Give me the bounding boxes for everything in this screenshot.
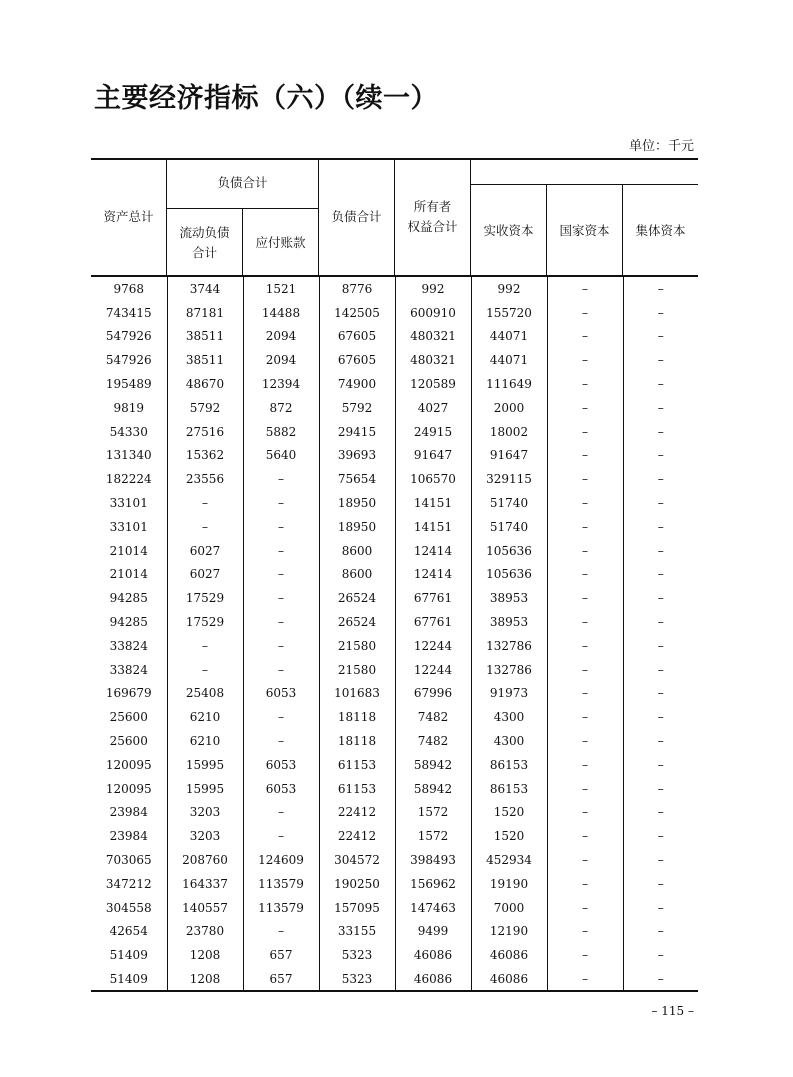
table-cell: 44071 [471, 325, 547, 349]
table-cell: 91647 [395, 444, 471, 468]
table-cell: – [243, 634, 319, 658]
table-cell: 5323 [319, 967, 395, 991]
table-cell: – [547, 729, 623, 753]
table-cell: 147463 [395, 896, 471, 920]
table-cell: 547926 [91, 325, 167, 349]
table-row [91, 658, 698, 682]
table-row [91, 396, 698, 420]
table-cell: 94285 [91, 586, 167, 610]
table-cell: 140557 [167, 896, 243, 920]
table-cell: 164337 [167, 872, 243, 896]
table-cell: 12414 [395, 539, 471, 563]
table-cell: 24915 [395, 420, 471, 444]
table-cell: 22412 [319, 824, 395, 848]
table-cell: 18002 [471, 420, 547, 444]
table-cell: 46086 [471, 967, 547, 991]
table-cell: 155720 [471, 301, 547, 325]
table-cell: 61153 [319, 777, 395, 801]
table-cell: – [167, 658, 243, 682]
table-row [91, 872, 698, 896]
table-cell: 480321 [395, 325, 471, 349]
table-cell: 106570 [395, 467, 471, 491]
table-cell: 18950 [319, 491, 395, 515]
table-cell: – [657, 662, 664, 677]
table-cell: 1208 [167, 967, 243, 991]
table-cell: – [657, 781, 664, 796]
table-cell: – [547, 396, 623, 420]
table-cell: 7482 [395, 705, 471, 729]
table-row [91, 777, 698, 801]
table-cell: 195489 [91, 372, 167, 396]
table-cell: – [243, 610, 319, 634]
table-cell: 21580 [319, 634, 395, 658]
table-cell: – [547, 634, 623, 658]
bottom-rule [91, 990, 698, 992]
table-row [91, 920, 698, 944]
table-cell: 6053 [243, 777, 319, 801]
table-cell: 51740 [471, 515, 547, 539]
table-cell: 9499 [395, 920, 471, 944]
table-cell: 46086 [395, 967, 471, 991]
table-cell: 46086 [395, 943, 471, 967]
table-cell: – [657, 448, 664, 463]
table-cell: – [547, 610, 623, 634]
table-cell: – [547, 753, 623, 777]
table-cell: – [657, 900, 664, 915]
table-cell: 5792 [319, 396, 395, 420]
table-cell: – [547, 301, 623, 325]
table-cell: – [243, 824, 319, 848]
table-cell: 120095 [91, 753, 167, 777]
table-cell: 33101 [91, 515, 167, 539]
table-cell: – [547, 277, 623, 301]
table-cell: 120095 [91, 777, 167, 801]
table-cell: 94285 [91, 610, 167, 634]
table-cell: 27516 [167, 420, 243, 444]
table-cell: 329115 [471, 467, 547, 491]
unit-label: 单位：千元 [628, 139, 694, 154]
header-collective-capital: 集体资本 [635, 222, 686, 238]
table-row [91, 277, 698, 301]
table-cell: 67761 [395, 586, 471, 610]
table-cell: 91973 [471, 682, 547, 706]
table-cell: – [657, 305, 664, 320]
table-cell: 2094 [243, 325, 319, 349]
table-row [91, 563, 698, 587]
table-cell: 1520 [471, 801, 547, 825]
table-cell: 132786 [471, 634, 547, 658]
header-current-liabilities: 流动负债 合计 [179, 224, 230, 260]
table-cell: 992 [471, 277, 547, 301]
header-accounts-payable: 应付账款 [255, 234, 306, 250]
table-cell: 14151 [395, 491, 471, 515]
table-row [91, 491, 698, 515]
table-cell: 22412 [319, 801, 395, 825]
table-cell: – [657, 400, 664, 415]
table-cell: – [547, 563, 623, 587]
table-cell: 992 [395, 277, 471, 301]
table-cell: 12190 [471, 920, 547, 944]
table-cell: 74900 [319, 372, 395, 396]
header-owners-equity: 所有者 权益合计 [407, 199, 458, 234]
table-cell: 105636 [471, 539, 547, 563]
table-cell: – [657, 948, 664, 963]
table-cell: 4300 [471, 729, 547, 753]
table-cell: 14151 [395, 515, 471, 539]
table-cell: – [657, 638, 664, 653]
table-cell: 33824 [91, 634, 167, 658]
table-cell: – [657, 329, 664, 344]
table-cell: 18118 [319, 705, 395, 729]
table-cell: – [547, 705, 623, 729]
table-cell: 23984 [91, 801, 167, 825]
table-cell: 12414 [395, 563, 471, 587]
table-cell: 7000 [471, 896, 547, 920]
table-cell: 6210 [167, 705, 243, 729]
table-row [91, 896, 698, 920]
table-cell: 58942 [395, 753, 471, 777]
table-cell: – [657, 734, 664, 749]
table-cell: 304558 [91, 896, 167, 920]
table-cell: 157095 [319, 896, 395, 920]
table-cell: 26524 [319, 586, 395, 610]
table-cell: 124609 [243, 848, 319, 872]
table-cell: 8776 [319, 277, 395, 301]
data-table [91, 277, 698, 991]
table-cell: 17529 [167, 610, 243, 634]
table-cell: 14488 [243, 301, 319, 325]
header-liabilities-group: 负债合计 [217, 175, 268, 190]
table-cell: 86153 [471, 777, 547, 801]
table-cell: – [657, 543, 664, 558]
table-cell: 208760 [167, 848, 243, 872]
table-cell: 8600 [319, 563, 395, 587]
table-cell: 3203 [167, 801, 243, 825]
table-cell: 51409 [91, 967, 167, 991]
table-cell: 6053 [243, 753, 319, 777]
table-cell: – [547, 967, 623, 991]
table-cell: 1521 [243, 277, 319, 301]
table-cell: – [243, 491, 319, 515]
table-cell: – [657, 567, 664, 582]
table-cell: – [547, 943, 623, 967]
table-cell: – [243, 729, 319, 753]
table-cell: – [547, 872, 623, 896]
table-row [91, 420, 698, 444]
header-state-capital: 国家资本 [559, 222, 610, 238]
table-cell: 8600 [319, 539, 395, 563]
table-row [91, 348, 698, 372]
table-cell: – [657, 496, 664, 511]
table-cell: 23780 [167, 920, 243, 944]
table-cell: 113579 [243, 896, 319, 920]
table-row [91, 729, 698, 753]
table-cell: – [657, 377, 664, 392]
table-cell: – [547, 824, 623, 848]
table-cell: 86153 [471, 753, 547, 777]
table-cell: – [657, 876, 664, 891]
table-cell: – [243, 515, 319, 539]
table-row [91, 586, 698, 610]
table-header [91, 158, 698, 278]
table-cell: – [547, 777, 623, 801]
table-cell: – [547, 539, 623, 563]
table-cell: 142505 [319, 301, 395, 325]
page-number: – 115 – [651, 1004, 694, 1018]
table-row [91, 967, 698, 991]
table-cell: 480321 [395, 348, 471, 372]
table-cell: 19190 [471, 872, 547, 896]
table-cell: – [243, 563, 319, 587]
table-row [91, 943, 698, 967]
table-cell: 6210 [167, 729, 243, 753]
table-cell: 5792 [167, 396, 243, 420]
table-row [91, 610, 698, 634]
table-cell: – [657, 757, 664, 772]
table-cell: 4027 [395, 396, 471, 420]
table-cell: – [167, 491, 243, 515]
table-cell: 48670 [167, 372, 243, 396]
table-cell: 26524 [319, 610, 395, 634]
table-cell: 21580 [319, 658, 395, 682]
table-cell: – [657, 519, 664, 534]
table-row [91, 467, 698, 491]
table-cell: 398493 [395, 848, 471, 872]
table-cell: 3744 [167, 277, 243, 301]
table-cell: 33824 [91, 658, 167, 682]
table-cell: 91647 [471, 444, 547, 468]
table-cell: – [243, 705, 319, 729]
table-cell: 5323 [319, 943, 395, 967]
table-cell: – [657, 591, 664, 606]
table-cell: 2094 [243, 348, 319, 372]
table-cell: – [547, 896, 623, 920]
table-cell: 547926 [91, 348, 167, 372]
table-cell: 21014 [91, 539, 167, 563]
table-cell: 46086 [471, 943, 547, 967]
table-cell: 12244 [395, 658, 471, 682]
table-cell: 3203 [167, 824, 243, 848]
table-cell: – [547, 586, 623, 610]
table-cell: – [547, 325, 623, 349]
table-cell: – [547, 920, 623, 944]
table-cell: – [657, 424, 664, 439]
table-cell: – [547, 467, 623, 491]
table-cell: 25600 [91, 705, 167, 729]
table-cell: 38953 [471, 610, 547, 634]
table-row [91, 753, 698, 777]
table-cell: 18950 [319, 515, 395, 539]
table-cell: 87181 [167, 301, 243, 325]
table-cell: – [547, 515, 623, 539]
table-cell: – [243, 586, 319, 610]
table-cell: – [657, 615, 664, 630]
table-cell: 132786 [471, 658, 547, 682]
table-cell: 61153 [319, 753, 395, 777]
table-cell: 75654 [319, 467, 395, 491]
table-cell: – [657, 686, 664, 701]
table-cell: 29415 [319, 420, 395, 444]
table-cell: – [657, 353, 664, 368]
table-cell: 12394 [243, 372, 319, 396]
table-cell: 12244 [395, 634, 471, 658]
table-cell: 657 [243, 943, 319, 967]
table-cell: 1572 [395, 801, 471, 825]
table-cell: 452934 [471, 848, 547, 872]
table-cell: 6027 [167, 539, 243, 563]
table-cell: 169679 [91, 682, 167, 706]
table-cell: 15995 [167, 753, 243, 777]
table-cell: 15995 [167, 777, 243, 801]
table-cell: – [657, 805, 664, 820]
table-cell: 38953 [471, 586, 547, 610]
table-cell: – [547, 491, 623, 515]
table-cell: – [657, 472, 664, 487]
table-cell: – [657, 710, 664, 725]
table-cell: 872 [243, 396, 319, 420]
table-cell: 190250 [319, 872, 395, 896]
table-cell: 67996 [395, 682, 471, 706]
table-row [91, 444, 698, 468]
table-row [91, 539, 698, 563]
table-cell: 42654 [91, 920, 167, 944]
table-cell: 703065 [91, 848, 167, 872]
table-cell: 58942 [395, 777, 471, 801]
table-cell: 21014 [91, 563, 167, 587]
table-cell: – [547, 658, 623, 682]
page-title: 主要经济指标（六）（续一） [94, 83, 438, 114]
table-cell: 5640 [243, 444, 319, 468]
table-cell: – [243, 658, 319, 682]
table-cell: 54330 [91, 420, 167, 444]
table-cell: 105636 [471, 563, 547, 587]
table-cell: 67605 [319, 325, 395, 349]
table-cell: – [167, 515, 243, 539]
table-cell: 17529 [167, 586, 243, 610]
table-row [91, 848, 698, 872]
table-cell: 15362 [167, 444, 243, 468]
table-cell: – [243, 467, 319, 491]
table-cell: 1572 [395, 824, 471, 848]
table-row [91, 801, 698, 825]
table-cell: 120589 [395, 372, 471, 396]
table-cell: – [547, 848, 623, 872]
table-cell: 67605 [319, 348, 395, 372]
table-cell: – [547, 444, 623, 468]
table-cell: 39693 [319, 444, 395, 468]
table-cell: – [243, 920, 319, 944]
table-cell: 7482 [395, 729, 471, 753]
table-cell: 38511 [167, 348, 243, 372]
table-cell: 44071 [471, 348, 547, 372]
table-cell: – [547, 682, 623, 706]
table-cell: 600910 [395, 301, 471, 325]
table-cell: 67761 [395, 610, 471, 634]
header-total-liabilities: 负债合计 [331, 209, 382, 224]
table-cell: 23556 [167, 467, 243, 491]
table-cell: 304572 [319, 848, 395, 872]
table-row [91, 705, 698, 729]
table-cell: 113579 [243, 872, 319, 896]
table-cell: 1520 [471, 824, 547, 848]
table-cell: 33101 [91, 491, 167, 515]
table-cell: 347212 [91, 872, 167, 896]
table-cell: 9819 [91, 396, 167, 420]
table-cell: 182224 [91, 467, 167, 491]
table-cell: 51409 [91, 943, 167, 967]
table-cell: – [547, 420, 623, 444]
table-row [91, 634, 698, 658]
table-row [91, 824, 698, 848]
header-paid-in-capital: 实收资本 [483, 222, 534, 238]
table-cell: – [547, 372, 623, 396]
table-cell: – [167, 634, 243, 658]
table-cell: – [657, 853, 664, 868]
table-cell: 51740 [471, 491, 547, 515]
table-cell: 743415 [91, 301, 167, 325]
table-cell: 1208 [167, 943, 243, 967]
table-cell: 23984 [91, 824, 167, 848]
table-cell: 657 [243, 967, 319, 991]
table-row [91, 682, 698, 706]
table-cell: 6027 [167, 563, 243, 587]
table-row [91, 372, 698, 396]
table-cell: 6053 [243, 682, 319, 706]
table-cell: 5882 [243, 420, 319, 444]
table-cell: 131340 [91, 444, 167, 468]
table-cell: – [657, 924, 664, 939]
table-cell: – [243, 801, 319, 825]
header-total-assets: 资产总计 [103, 209, 154, 224]
table-cell: – [657, 972, 664, 986]
table-cell: 4300 [471, 705, 547, 729]
table-cell: – [243, 539, 319, 563]
table-cell: 101683 [319, 682, 395, 706]
table-cell: 38511 [167, 325, 243, 349]
table-cell: – [657, 829, 664, 844]
table-cell: 18118 [319, 729, 395, 753]
table-cell: 25408 [167, 682, 243, 706]
table-row [91, 515, 698, 539]
table-cell: – [547, 348, 623, 372]
table-cell: – [657, 281, 664, 296]
table-cell: 2000 [471, 396, 547, 420]
table-row [91, 301, 698, 325]
table-cell: 33155 [319, 920, 395, 944]
table-cell: 156962 [395, 872, 471, 896]
table-row [91, 325, 698, 349]
table-cell: – [547, 801, 623, 825]
table-cell: 25600 [91, 729, 167, 753]
table-cell: 111649 [471, 372, 547, 396]
table-cell: 9768 [91, 277, 167, 301]
